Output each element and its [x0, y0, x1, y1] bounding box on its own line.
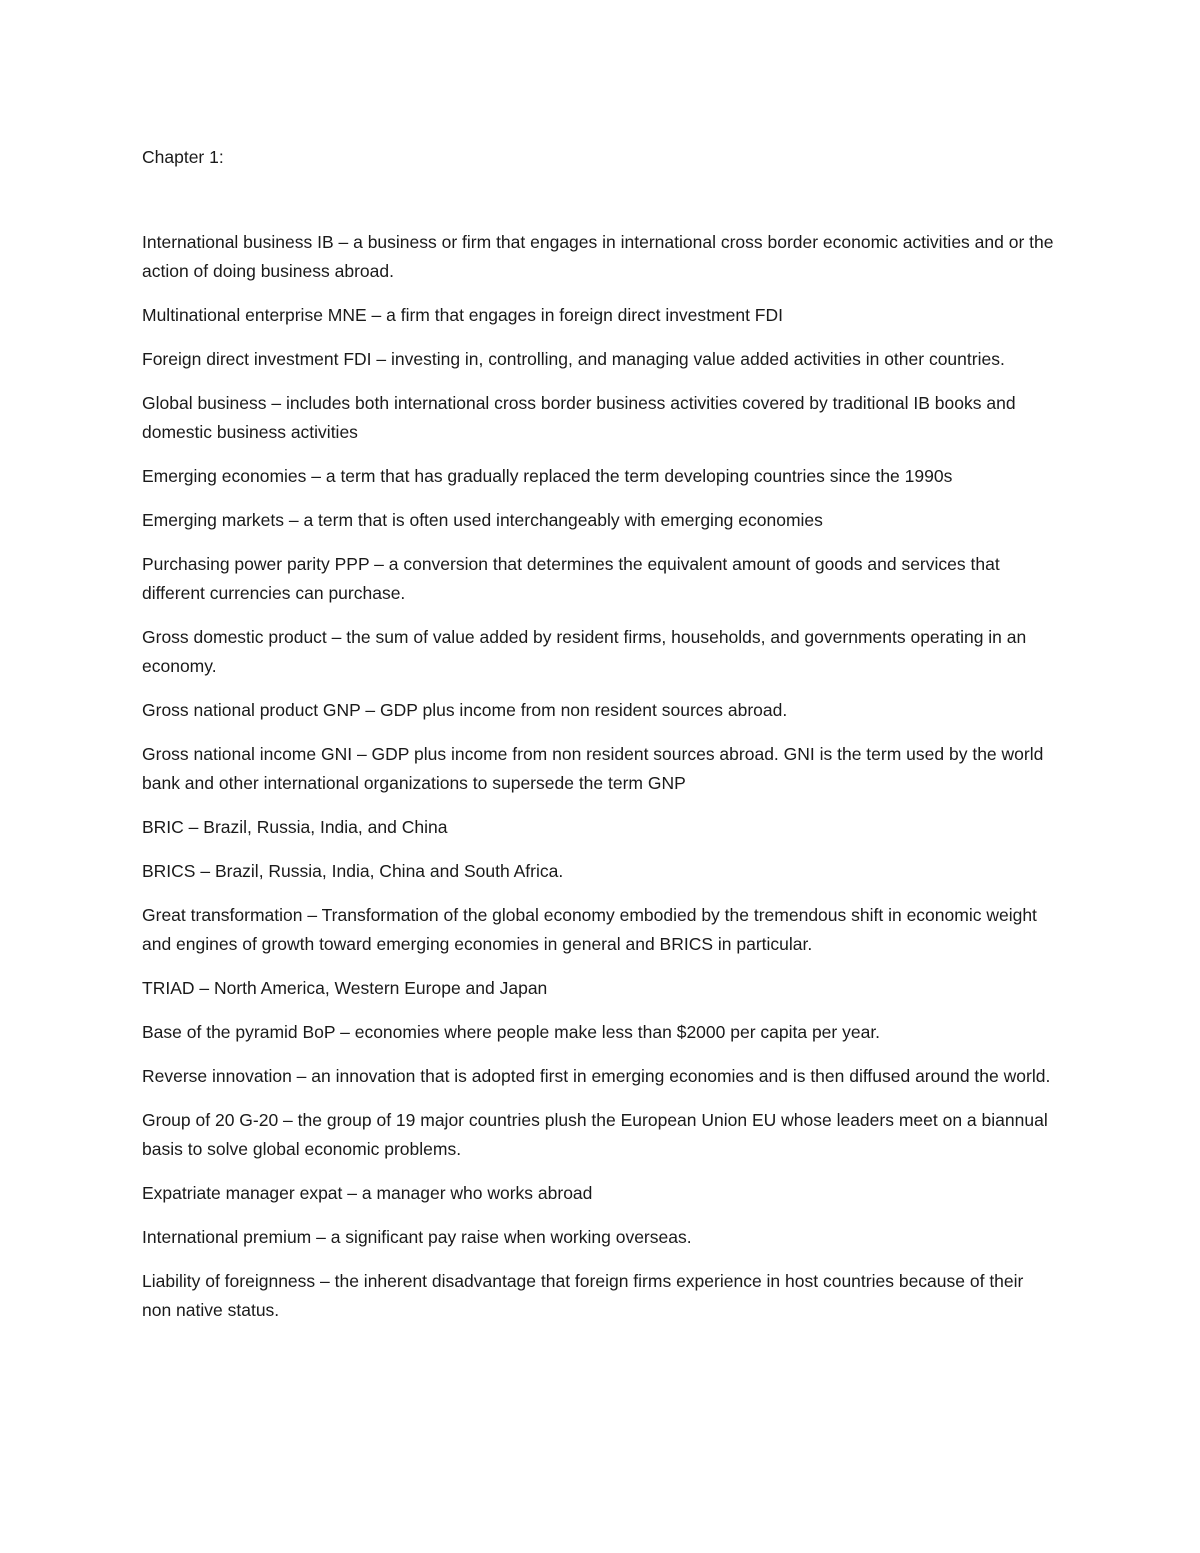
- chapter-heading: Chapter 1:: [142, 147, 224, 167]
- definition-emerging-economies: Emerging economies – a term that has gradually replaced the term developing countries since the 1990s: [142, 466, 953, 486]
- definition-group-of-20: Group of 20 G-20 – the group of 19 major countries plush the European Union EU whose leaders meet on a biannual basis to solve global economic problems.: [142, 1110, 1048, 1159]
- definition-foreign-direct-investment: Foreign direct investment FDI – investing in, controlling, and managing value added activities in other countries.: [142, 349, 1005, 369]
- definition-international-business: International business IB – a business or firm that engages in international cross border economic activities and or the action of doing business abroad.: [142, 232, 1054, 281]
- document-body: [142, 143, 1057, 1340]
- definition-reverse-innovation: Reverse innovation – an innovation that is adopted first in emerging economies and is then diffused around the world.: [142, 1066, 1051, 1086]
- definition-gross-domestic-product: Gross domestic product – the sum of value added by resident firms, households, and governments operating in an economy.: [142, 627, 1027, 676]
- definition-emerging-markets: Emerging markets – a term that is often used interchangeably with emerging economies: [142, 510, 823, 530]
- definition-gross-national-product: Gross national product GNP – GDP plus income from non resident sources abroad.: [142, 700, 788, 720]
- definition-great-transformation: Great transformation – Transformation of the global economy embodied by the tremendous shift in economic weight and engines of growth toward emerging economies in general and BRICS in particular.: [142, 905, 1037, 954]
- definition-bric: BRIC – Brazil, Russia, India, and China: [142, 817, 448, 837]
- definition-global-business: Global business – includes both international cross border business activities covered by traditional IB books and domestic business activities: [142, 393, 1016, 442]
- definition-gross-national-income: Gross national income GNI – GDP plus income from non resident sources abroad. GNI is the term used by the world bank and other international organizations to supersede the term GNP: [142, 744, 1044, 793]
- definition-triad: TRIAD – North America, Western Europe and Japan: [142, 978, 548, 998]
- definition-liability-of-foreignness: Liability of foreignness – the inherent disadvantage that foreign firms experience in host countries because of their non native status.: [142, 1271, 1024, 1320]
- definition-brics: BRICS – Brazil, Russia, India, China and South Africa.: [142, 861, 564, 881]
- definition-multinational-enterprise: Multinational enterprise MNE – a firm that engages in foreign direct investment FDI: [142, 305, 783, 325]
- definition-expatriate-manager: Expatriate manager expat – a manager who works abroad: [142, 1183, 593, 1203]
- definition-purchasing-power-parity: Purchasing power parity PPP – a conversion that determines the equivalent amount of goods and services that different currencies can purchase.: [142, 554, 1000, 603]
- definition-international-premium: International premium – a significant pay raise when working overseas.: [142, 1227, 692, 1247]
- definition-base-of-the-pyramid: Base of the pyramid BoP – economies where people make less than $2000 per capita per year.: [142, 1022, 881, 1042]
